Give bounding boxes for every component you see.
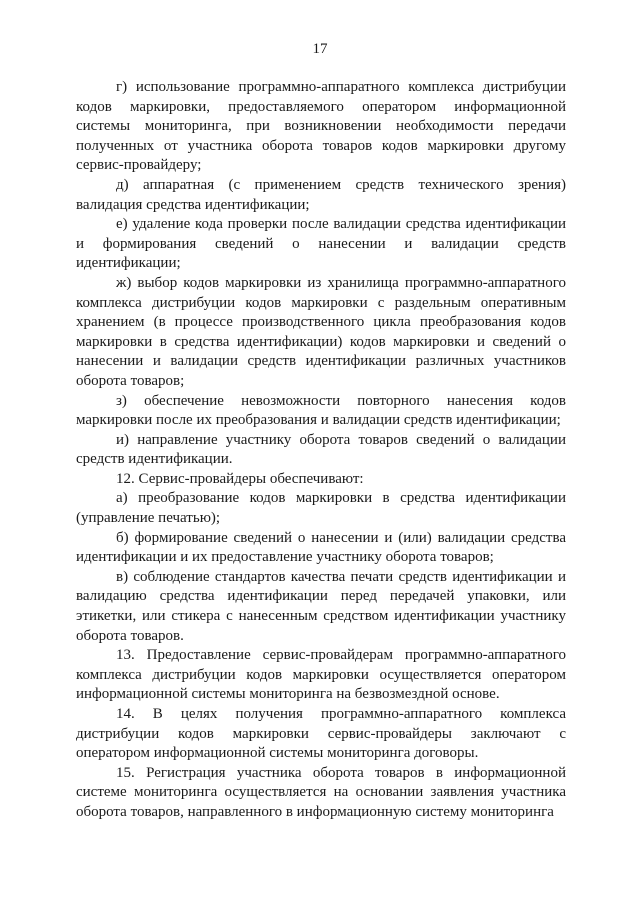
- section-14: 14. В целях получения программно-аппаратного комплекса дистрибуции кодов маркировки сервис-провайдеры заключают с оператором информационной системы мониторинга договоры.: [76, 706, 566, 762]
- paragraph-d: д) аппаратная (с применением средств технического зрения) валидация средства идентификации;: [76, 176, 566, 213]
- paragraph-zh: ж) выбор кодов маркировки из хранилища программно-аппаратного комплекса дистрибуции кодов маркировки с раздельным оперативным хранением (в процессе производственного цикла преобразования кодов маркировки в средства идентификации) кодов маркировки и сведений о нанесении и валидации средств идентификации различных участников оборота товаров;: [76, 274, 566, 389]
- paragraph-v: в) соблюдение стандартов качества печати средств идентификации и валидацию средства идентификации перед передачей упаковки, или этикетки, или стикера с нанесенным средством идентификации участнику оборота товаров.: [76, 568, 566, 644]
- paragraph-e: е) удаление кода проверки после валидации средства идентификации и формирования сведений о нанесении и валидации средств идентификации;: [76, 216, 566, 272]
- section-12-heading: 12. Сервис-провайдеры обеспечивают:: [116, 470, 364, 487]
- paragraph-a: а) преобразование кодов маркировки в средства идентификации (управление печатью);: [76, 490, 566, 527]
- paragraph-b: б) формирование сведений о нанесении и (или) валидации средства идентификации и их предоставление участнику оборота товаров;: [76, 529, 566, 566]
- paragraph-z: з) обеспечение невозможности повторного нанесения кодов маркировки после их преобразования и валидации средств идентификации;: [76, 392, 566, 429]
- section-15: 15. Регистрация участника оборота товаров в информационной системе мониторинга осуществляется на основании заявления участника оборота товаров, направленного в информационную систему мониторинга: [76, 764, 566, 820]
- paragraph-i: и) направление участнику оборота товаров сведений о валидации средств идентификации.: [76, 431, 566, 468]
- document-body: [76, 78, 566, 823]
- paragraph-g: г) использование программно-аппаратного комплекса дистрибуции кодов маркировки, предоставляемого оператором информационной системы мониторинга, при возникновении необходимости передачи полученных от участника оборота товаров кодов маркировки другому сервис-провайдеру;: [76, 79, 566, 174]
- page-number: 17: [312, 41, 328, 57]
- section-13: 13. Предоставление сервис-провайдерам программно-аппаратного комплекса дистрибуции кодов маркировки осуществляется оператором информационной системы мониторинга на безвозмездной основе.: [76, 647, 566, 703]
